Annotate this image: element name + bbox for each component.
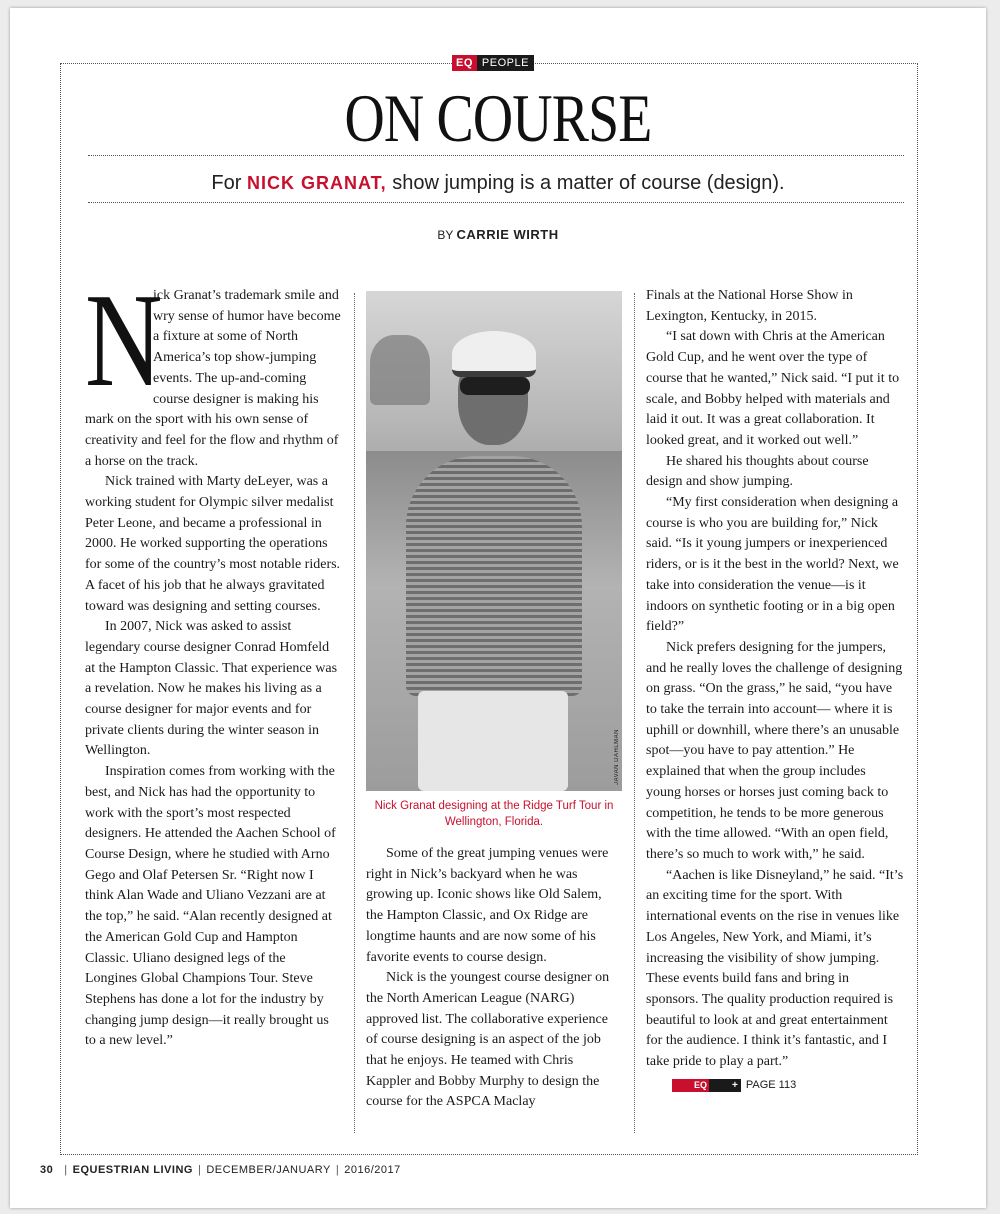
paragraph: “My first consideration when designing a course is who you are building for,” Nick said. “Is it young jumpers or inexperienced riders, or is it the best in the world? Next, we take into consideration the venue—is it indoors on synthetic footing or in a big open field?” xyxy=(646,495,899,635)
byline-author: CARRIE WIRTH xyxy=(456,227,559,242)
page-footer xyxy=(40,1164,401,1176)
paragraph: Nick prefers designing for the jumpers, and he really loves the challenge of designing on grass. “On the grass,” he said, “you have to take the terrain into account— where it is uphill or downhill, where there’s an unusable spot—you have to pay attention.” He explained that when the group includes young horses or horses just coming back to competition, he tends to be more generous with the time allowed. “With an open field, there’s so much to work with,” he said. xyxy=(646,639,903,862)
paragraph: Some of the great jumping venues were right in Nick’s backyard when he was growing up. Iconic shows like Old Salem, the Hampton Classic, and Ox Ridge are longtime haunts and are now some of his favorite events to course design. xyxy=(366,846,609,965)
article-photo xyxy=(366,291,622,791)
magazine-name: EQUESTRIAN LIVING xyxy=(72,1164,193,1176)
issue-year: 2016/2017 xyxy=(344,1164,401,1176)
eq-logo-badge: EQ xyxy=(672,1079,709,1092)
paragraph: In 2007, Nick was asked to assist legendary course designer Conrad Homfeld at the Hampton Classic. That experience was a revelation. Now he makes his living as a course designer for major events and for private clients during the winter season in Wellington. xyxy=(85,619,338,759)
footer-separator: | xyxy=(197,1164,202,1176)
drop-cap: N xyxy=(85,266,163,414)
paragraph xyxy=(646,866,904,1096)
photo-pants xyxy=(418,691,568,791)
headline: ON COURSE xyxy=(344,80,652,156)
paragraph xyxy=(85,266,341,472)
photo-credit: JAVAN DAHLMAN xyxy=(614,729,620,785)
footer-separator: | xyxy=(335,1164,340,1176)
footer-separator: | xyxy=(64,1164,68,1176)
eq-logo-badge: EQ xyxy=(452,55,477,71)
continued-marker[interactable] xyxy=(652,1073,796,1096)
paragraph: “I sat down with Chris at the American Gold Cup, and he went over the type of course that he wanted,” Nick said. “I put it to scale, and Bobby helped with materials and laid it out. It was a great collaboration. It looked great, and it worked out well.” xyxy=(646,329,900,448)
byline xyxy=(10,227,986,242)
byline-by: BY xyxy=(437,228,457,242)
photo-cap xyxy=(452,331,536,377)
continued-page: PAGE 113 xyxy=(745,1078,797,1091)
issue-date: DECEMBER/JANUARY xyxy=(206,1164,331,1176)
paragraph: Nick trained with Marty deLeyer, was a working student for Olympic silver medalist Peter Leone, and became a professional in 2000. He worked supporting the operations for some of the country’s most notable riders. A facet of his job that he always gravitated toward was designing and setting courses. xyxy=(85,474,341,614)
section-tag xyxy=(452,55,534,71)
dek xyxy=(10,172,986,195)
magazine-page xyxy=(10,8,986,1208)
plus-icon: + xyxy=(709,1079,741,1092)
dek-post: show jumping is a matter of course (design). xyxy=(386,172,785,194)
photo-caption: Nick Granat designing at the Ridge Turf Tour in Wellington, Florida. xyxy=(374,800,614,828)
paragraph: Finals at the National Horse Show in Lexington, Kentucky, in 2015. xyxy=(646,288,853,324)
column-divider-1 xyxy=(354,293,355,1133)
paragraph-text: ick Granat’s trademark smile and wry sense of humor have become a fixture at some of North America’s top show-jumping events. The up-and-coming course designer is making his mark on the sport with his own sense of creativity and feel for the flow and rhythm of a horse on the track. xyxy=(85,288,341,469)
paragraph: Inspiration comes from working with the best, and Nick has had the opportunity to work with the sport’s most respected designers. He attended the Aachen School of Course Design, where he studied with Arno Gego and Olaf Petersen Sr. “Right now I think Alan Wade and Uliano Vezzani are at the top,” he said. “Alan recently designed at the American Gold Cup and Hampton Classic. Uliano designed legs of the Longines Global Champions Tour. Steve Stephens has done a lot for the industry by changing jump design—it really brought us to a new level.” xyxy=(85,764,336,1049)
paragraph: Nick is the youngest course designer on the North American League (NARG) approved list. The collaborative experience of course designing is an aspect of the job that he enjoys. He teamed with Chris Kappler and Bobby Murphy to design the course for the ASPCA Maclay xyxy=(366,970,610,1110)
headline-rule xyxy=(88,155,904,156)
photo-jump-standard xyxy=(370,335,430,405)
column-divider-2 xyxy=(634,293,635,1133)
dek-rule xyxy=(88,202,904,203)
paragraph: He shared his thoughts about course design and show jumping. xyxy=(646,453,869,490)
column-3 xyxy=(646,286,904,1095)
photo-shirt xyxy=(406,456,582,696)
column-1 xyxy=(85,266,341,1052)
dek-name: NICK GRANAT, xyxy=(246,173,387,193)
dek-pre: For xyxy=(211,172,247,194)
section-label: PEOPLE xyxy=(477,55,534,71)
photo-sunglasses xyxy=(460,377,530,395)
column-2 xyxy=(366,844,620,1113)
paragraph-text: “Aachen is like Disneyland,” he said. “It’s an exciting time for the sport. With international events on the rise in venues like Los Angeles, New York, and Miami, it’s increasing the visibility of show jumping. These events build fans and bring in sponsors. The quality production required is beautiful to look at and great entertainment for the audience. I think it’s fantastic, and I take pride to play a part.” xyxy=(646,867,904,1070)
page-number: 30 xyxy=(40,1164,54,1176)
